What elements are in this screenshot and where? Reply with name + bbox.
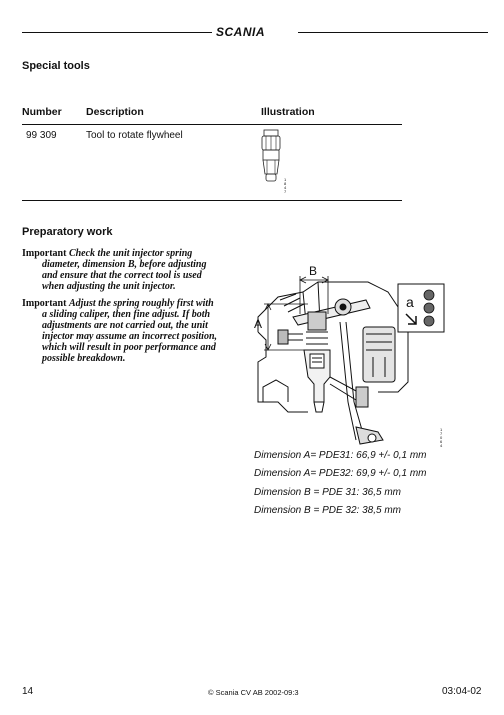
note-2-line-1: Adjust the spring roughly first with bbox=[68, 298, 214, 309]
col-header-illustration: Illustration bbox=[261, 106, 315, 118]
note-2-line-3: adjustments are not carried out, the unit bbox=[42, 320, 208, 331]
page-number: 14 bbox=[22, 686, 34, 697]
note-1-line-4: when adjusting the unit injector. bbox=[42, 281, 176, 292]
note-2-line-2: a sliding caliper, then fine adjust. If both bbox=[42, 309, 211, 320]
figure-code: 1 7 0 6 4 bbox=[440, 427, 443, 448]
scania-logo: SCANIA bbox=[216, 25, 266, 39]
header-rule-right bbox=[298, 32, 488, 33]
header-rule-left bbox=[22, 32, 212, 33]
col-header-description: Description bbox=[86, 106, 144, 118]
document-code: 03:04-02 bbox=[442, 686, 482, 697]
tool-number: 99 309 bbox=[26, 130, 57, 141]
note-1-line-1: Check the unit injector spring bbox=[68, 248, 193, 259]
important-note-1 bbox=[22, 248, 237, 292]
note-1-line-2: diameter, dimension B, before adjusting bbox=[42, 259, 207, 270]
tool-description: Tool to rotate flywheel bbox=[86, 130, 183, 141]
unit-injector-drawing bbox=[248, 262, 448, 452]
note-1-label: Important bbox=[22, 248, 67, 259]
label-dimension-b: B bbox=[309, 264, 318, 278]
dimension-b-pde31: Dimension B = PDE 31: 36,5 mm bbox=[254, 487, 402, 498]
label-detail-a: a bbox=[406, 294, 414, 310]
label-dimension-a: A bbox=[254, 317, 263, 331]
tool-illustration-code: 1 8 4 7 bbox=[284, 177, 287, 194]
preparatory-work-title: Preparatory work bbox=[22, 226, 113, 238]
note-2-line-4: injector may assume an incorrect position, bbox=[42, 331, 218, 342]
flywheel-tool-illustration bbox=[255, 128, 295, 196]
table-rule-bottom bbox=[22, 200, 402, 201]
note-1-line-3: and ensure that the correct tool is used bbox=[42, 270, 202, 281]
dimension-b-pde32: Dimension B = PDE 32: 38,5 mm bbox=[254, 505, 402, 516]
copyright: © Scania CV AB 2002-09:3 bbox=[208, 688, 299, 697]
note-2-line-6: possible breakdown. bbox=[42, 353, 126, 364]
dimension-a-pde32: Dimension A= PDE32: 69,9 +/- 0,1 mm bbox=[254, 468, 427, 479]
note-2-label: Important bbox=[22, 298, 67, 309]
note-2-line-5: which will result in poor performance and bbox=[42, 342, 216, 353]
important-note-2 bbox=[22, 298, 237, 364]
col-header-number: Number bbox=[22, 106, 62, 118]
special-tools-title: Special tools bbox=[22, 60, 90, 72]
table-rule-top bbox=[22, 124, 402, 125]
dimension-a-pde31: Dimension A= PDE31: 66,9 +/- 0,1 mm bbox=[254, 450, 427, 461]
